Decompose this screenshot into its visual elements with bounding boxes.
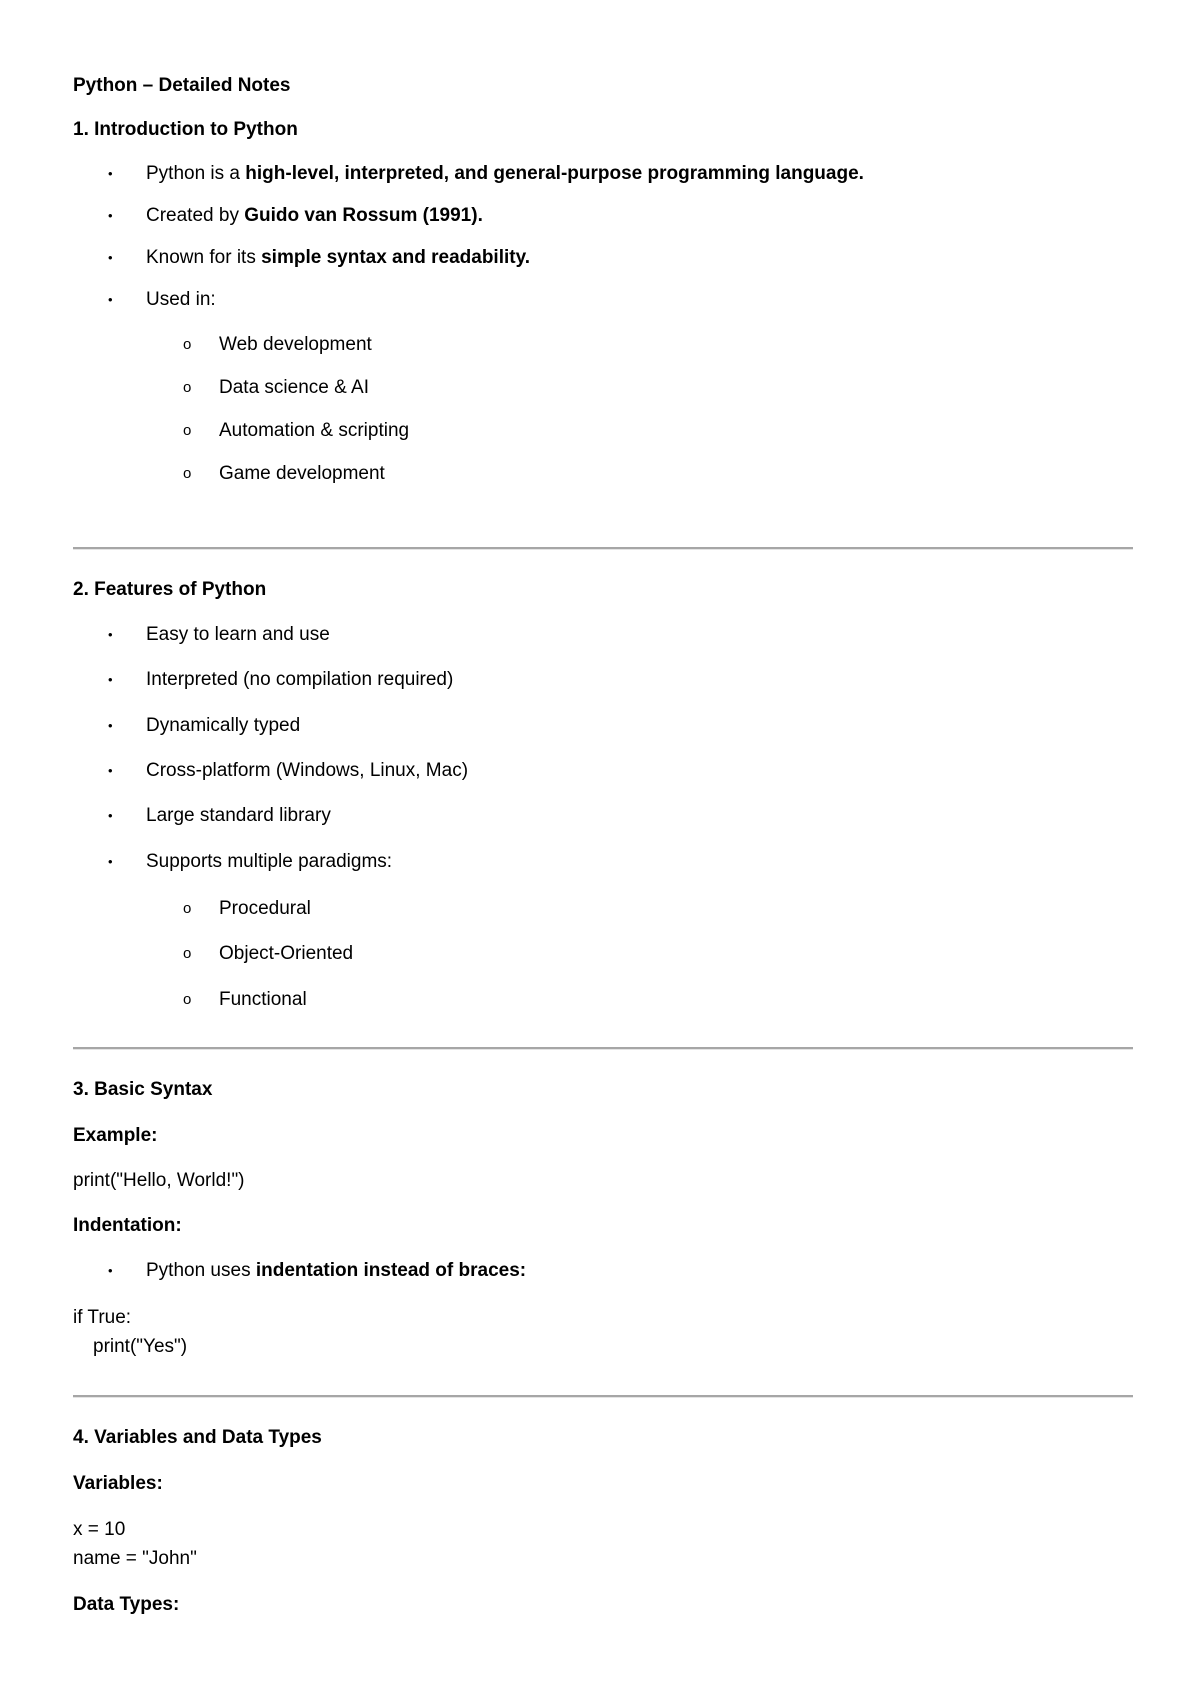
code-line: print("Hello, World!") — [73, 1170, 245, 1191]
list-item: Cross-platform (Windows, Linux, Mac) — [146, 760, 469, 781]
bullet-marker: • — [108, 166, 113, 181]
section-heading-introduction: 1. Introduction to Python — [73, 119, 298, 140]
horizontal-divider — [73, 1047, 1133, 1050]
bullet-marker: • — [108, 808, 113, 823]
bullet-marker: • — [108, 627, 113, 642]
sub-list-item: Object-Oriented — [219, 943, 354, 964]
sub-bullet-marker: o — [183, 945, 192, 962]
section-heading-variables: 4. Variables and Data Types — [73, 1427, 322, 1448]
variables-label: Variables: — [73, 1473, 163, 1494]
sub-bullet-marker: o — [183, 336, 192, 353]
bullet-marker: • — [108, 718, 113, 733]
bullet-marker: • — [108, 250, 113, 265]
indentation-label: Indentation: — [73, 1215, 182, 1236]
sub-list-item: Web development — [219, 334, 372, 355]
sub-list-item: Data science & AI — [219, 377, 369, 398]
document-page — [73, 0, 1133, 1696]
horizontal-divider — [73, 1395, 1133, 1398]
sub-list-item: Game development — [219, 463, 385, 484]
list-item: Easy to learn and use — [146, 624, 330, 645]
list-item: Known for its simple syntax and readability. — [146, 247, 531, 268]
bullet-marker: • — [108, 292, 113, 307]
section-heading-basic-syntax: 3. Basic Syntax — [73, 1079, 213, 1100]
sub-list-item: Automation & scripting — [219, 420, 410, 441]
bullet-marker: • — [108, 672, 113, 687]
sub-bullet-marker: o — [183, 900, 192, 917]
sub-list-item: Procedural — [219, 898, 311, 919]
data-types-label: Data Types: — [73, 1594, 180, 1615]
list-item: Large standard library — [146, 805, 331, 826]
list-item: Interpreted (no compilation required) — [146, 669, 454, 690]
sub-bullet-marker: o — [183, 379, 192, 396]
code-line: x = 10 — [73, 1519, 126, 1540]
document-title: Python – Detailed Notes — [73, 75, 291, 96]
list-item: Dynamically typed — [146, 715, 301, 736]
section-heading-features: 2. Features of Python — [73, 579, 267, 600]
horizontal-divider — [73, 547, 1133, 550]
list-item: Python is a high-level, interpreted, and general-purpose programming language. — [146, 163, 864, 184]
list-item: Used in: — [146, 289, 216, 310]
bullet-marker: • — [108, 1263, 113, 1278]
code-line: name = "John" — [73, 1548, 197, 1569]
list-item: Created by Guido van Rossum (1991). — [146, 205, 483, 226]
list-item: Python uses indentation instead of braces: — [146, 1260, 527, 1281]
sub-bullet-marker: o — [183, 991, 192, 1008]
list-item: Supports multiple paradigms: — [146, 851, 393, 872]
code-line: if True: — [73, 1307, 132, 1328]
bullet-marker: • — [108, 854, 113, 869]
example-label: Example: — [73, 1125, 158, 1146]
bullet-marker: • — [108, 763, 113, 778]
sub-list-item: Functional — [219, 989, 307, 1010]
bullet-marker: • — [108, 208, 113, 223]
sub-bullet-marker: o — [183, 465, 192, 482]
sub-bullet-marker: o — [183, 422, 192, 439]
code-line-indented: print("Yes") — [93, 1336, 188, 1357]
